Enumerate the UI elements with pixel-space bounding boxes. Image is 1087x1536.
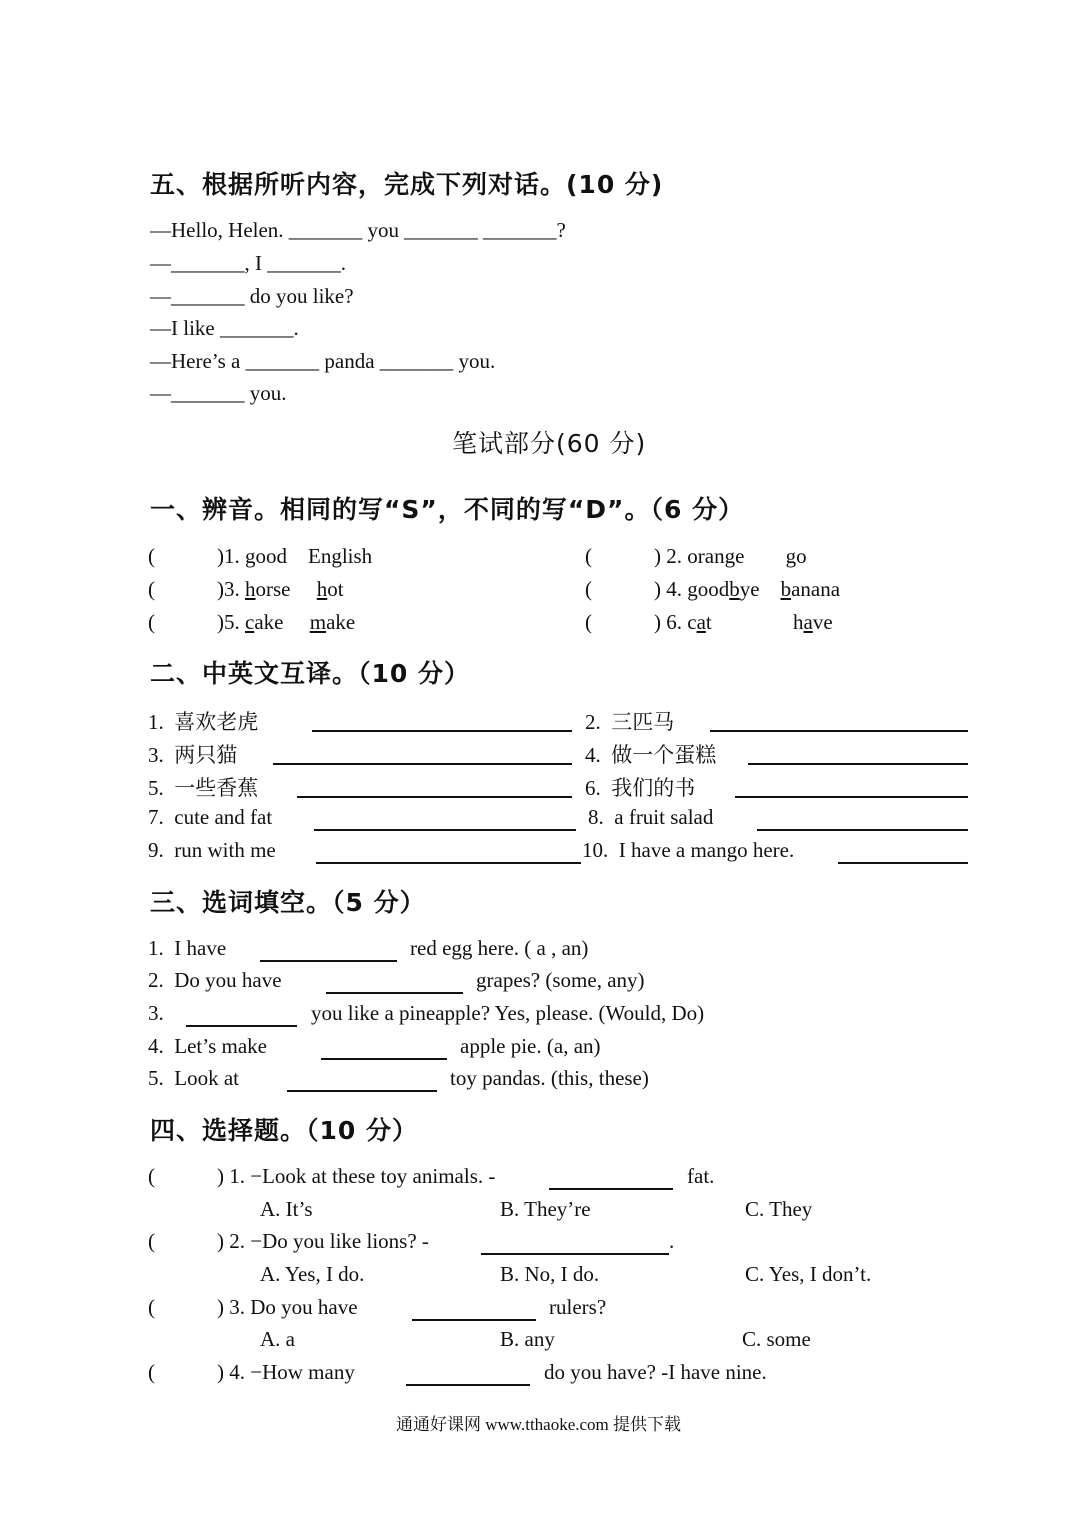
answer-blank[interactable] [186,1024,297,1027]
dialogue-line-6: —_______ you. [150,381,287,405]
mc-question-3: ( ) 3. Do you have [148,1295,358,1319]
section3-title: 三、选词填空。（5 分） [150,888,426,917]
answer-blank[interactable] [406,1383,530,1386]
translation-item: 2. 三匹马 [585,710,675,734]
answer-blank[interactable] [710,729,968,732]
dialogue-line-1: —Hello, Helen. _______ you _______ _______? [150,218,566,242]
section5-title: 五、根据所听内容，完成下列对话。(10 分) [150,170,664,199]
fill-item-tail: red egg here. ( a , an) [410,936,589,960]
mc-question-2: ( ) 2. −Do you like lions? - [148,1229,429,1253]
mc-option: A. a [260,1327,295,1351]
translation-item: 4. 做一个蛋糕 [585,743,717,767]
fill-item: 5. Look at [148,1066,239,1090]
fill-item: 1. I have [148,936,227,960]
mc-option: B. They’re [500,1197,591,1221]
translation-item: 8. a fruit salad [588,805,714,829]
answer-blank[interactable] [312,729,572,732]
fill-item: 4. Let’s make [148,1034,267,1058]
translation-item: 6. 我们的书 [585,776,696,800]
answer-blank[interactable] [748,762,968,765]
mc-option: A. Yes, I do. [260,1262,365,1286]
answer-blank[interactable] [321,1057,447,1060]
mc-option: A. It’s [260,1197,313,1221]
fill-item-tail: you like a pineapple? Yes, please. (Would, Do) [311,1001,705,1025]
mc-question-4-tail: do you have? -I have nine. [544,1360,767,1384]
written-part-title: 笔试部分(60 分) [452,429,647,458]
translation-item: 10. I have a mango here. [582,838,795,862]
footer-text: 通通好课网 www.tthaoke.com 提供下载 [396,1415,682,1434]
mc-question-1-tail: fat. [687,1164,715,1188]
dialogue-line-3: —_______ do you like? [150,284,354,308]
answer-blank[interactable] [412,1318,536,1321]
answer-blank[interactable] [757,828,968,831]
mc-option: C. some [742,1327,811,1351]
translation-item: 1. 喜欢老虎 [148,710,259,734]
section1-title: 一、辨音。相同的写“S”，不同的写“D”。（6 分） [150,495,745,524]
answer-blank[interactable] [314,828,576,831]
mc-question-1: ( ) 1. −Look at these toy animals. - [148,1164,496,1188]
phonics-item: ( ) 2. orange go [585,544,807,568]
translation-item: 5. 一些香蕉 [148,776,259,800]
dialogue-line-4: —I like _______. [150,316,299,340]
dialogue-line-5: —Here’s a _______ panda _______ you. [150,349,496,373]
phonics-item: ( ) 6. cat have [585,610,833,634]
mc-option: C. Yes, I don’t. [745,1262,872,1286]
phonics-item: ( )3. horse hot [148,577,344,601]
translation-item: 7. cute and fat [148,805,273,829]
fill-item-tail: toy pandas. (this, these) [450,1066,649,1090]
answer-blank[interactable] [316,861,581,864]
fill-item: 3. [148,1001,164,1025]
answer-blank[interactable] [260,959,397,962]
answer-blank[interactable] [297,795,572,798]
dialogue-line-2: —_______, I _______. [150,251,346,275]
mc-option: B. No, I do. [500,1262,600,1286]
phonics-item: ( )1. good English [148,544,373,568]
answer-blank[interactable] [838,861,968,864]
phonics-item: ( )5. cake make [148,610,356,634]
answer-blank[interactable] [326,991,463,994]
mc-option: C. They [745,1197,813,1221]
section2-title: 二、中英文互译。（10 分） [150,659,470,688]
mc-option: B. any [500,1327,555,1351]
translation-item: 9. run with me [148,838,276,862]
section4-title: 四、选择题。（10 分） [150,1116,418,1145]
answer-blank[interactable] [549,1187,673,1190]
answer-blank[interactable] [287,1089,437,1092]
answer-blank[interactable] [481,1252,669,1255]
fill-item-tail: apple pie. (a, an) [460,1034,601,1058]
mc-question-3-tail: rulers? [549,1295,607,1319]
answer-blank[interactable] [735,795,968,798]
fill-item: 2. Do you have [148,968,282,992]
mc-question-2-tail: . [669,1229,675,1253]
phonics-item: ( ) 4. goodbye banana [585,577,841,601]
fill-item-tail: grapes? (some, any) [476,968,645,992]
mc-question-4: ( ) 4. −How many [148,1360,355,1384]
translation-item: 3. 两只猫 [148,743,238,767]
answer-blank[interactable] [273,762,572,765]
